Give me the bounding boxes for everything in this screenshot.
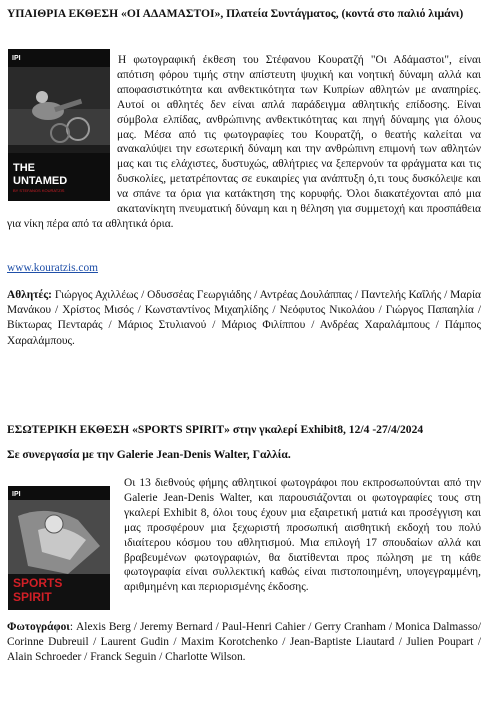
- section2-paragraph: Οι 13 διεθνούς φήμης αθλητικοί φωτογράφοι που εκπροσωπούνται από την Galerie Jean-Denis Walter, και παρουσιάζονται οι φωτογραφίες τους στη γκαλερί Exhibit 8, όλοι τους έχουν μια εξαιρετική ματιά και προσέγγιση και μας προσφέρουν μια ξεχωριστή προσωπική αισθητική εκδοχή του πολύ ιδιαίτερου κόσμου του αθλητισμού. Μια επιλογή 17 σπουδαίων αλλά και βραβευμένων φωτογραφιών, θα διατίθενται προς πώληση με τη κάθε φωτογραφία είναι συλλεκτική καθώς είναι πιστοποιημένη, υπογεγραμμένη, αριθμημένη και περιορισμένης έκδοσης.: [124, 477, 481, 594]
- photographers-list: : Alexis Berg / Jeremy Bernard / Paul-Henri Cahier / Gerry Cranham / Monica Dalmasso/ Corinne Dubreuil / Laurent Gudin / Maxim Korotchenko / Jean-Baptiste Liautard / Julien Poupart / Alain Schroeder / Franck Seguin / Charlotte Wilson.: [7, 621, 481, 664]
- section1-credits: [7, 288, 481, 349]
- section2-text-block: [7, 476, 481, 616]
- section1-paragraph: Η φωτογραφική έκθεση του Στέφανου Κουρατζή "Οι Αδάμαστοι", είναι απότιση φόρου τιμής στην απίστευτη ψυχική και νοητική δύναμη αλλά και αποφασιστικότητα και ανθεκτικότητα των Κυπρίων αθλητών με αναπηρίες. Αυτοί οι αθλητές δεν είναι απλά παράδειγμα αθλητικής επίδοσης. Είναι σύμβολα ελπίδας, ανθρώπινης ανθεκτικότητας και πηγή δύναμης για όλους μας. Μέσα από τις φωτογραφίες του Κουρατζή, ο θεατής καλείται να ανακαλύψει την εσωτερική δύναμη και την ανθρώπινη επιμονή των αθλητών μας και τις ελάχιστες, δυστυχώς, αθλήτριες να ξεπερνούν τα φράγματα και τις δυσκολίες, μετατρέποντας σε ευκαιρίες για ανάπτυξη ό,τι τους δυσκόλεψε και να σπάνε τα όρια για κατάκτηση της κορυφής. Όλοι διακατέχονται από μια ακατανίκητη πνευματική δύναμη και η θέληση για συμμετοχή και προσπάθεια για νίκη πέρα από τα αθλητικά όρια.: [7, 54, 481, 230]
- untamed-poster-logo: ΙΡΙ: [12, 55, 21, 62]
- section1-text-block: [7, 53, 481, 232]
- untamed-poster-title-1: THE: [13, 162, 35, 174]
- untamed-poster-title-2: UNTAMED: [13, 175, 68, 187]
- section2-subheading: Σε συνεργασία με την Galerie Jean-Denis Walter, Γαλλία.: [7, 448, 291, 461]
- athletes-list: Γιώργος Αχιλλέως / Οδυσσέας Γεωργιάδης / Αντρέας Δουλάππας / Παντελής Καΐλής / Μαρία Μανάκου / Χρίστος Μισός / Κωνσταντίνος Μιχαηλίδης / Νεόφυτος Νικολάου / Γιώργος Παπαηλία / Βίκτωρας Πενταράς / Μάριος Στυλιανού / Μάριος Φιλίππου / Ανδρέας Χαραλάμπους / Πάμπος Χαραλάμπους.: [7, 289, 481, 347]
- section1-heading: ΥΠΑΙΘΡΙΑ ΕΚΘΕΣΗ «ΟΙ ΑΔΑΜΑΣΤΟΙ», Πλατεία Συντάγματος, (κοντά στο παλιό λιμάνι): [7, 7, 464, 20]
- sports-spirit-poster-title-2: SPIRIT: [13, 590, 52, 604]
- sports-spirit-poster-title-1: SPORTS: [13, 576, 63, 590]
- athletes-label: Αθλητές:: [7, 289, 52, 301]
- section2-heading: ΕΣΩΤΕΡΙΚΗ ΕΚΘΕΣΗ «SPORTS SPIRIT» στην γκαλερί Exhibit8, 12/4 -27/4/2024: [7, 423, 424, 436]
- photographers-label: Φωτογράφοι: [7, 621, 70, 633]
- untamed-poster-subtitle: BY STEFANOS KOURATZIS: [13, 188, 65, 193]
- section2-credits: [7, 620, 481, 666]
- kouratzis-link[interactable]: www.kouratzis.com: [7, 262, 98, 274]
- sports-spirit-poster-logo: ΙΡΙ: [12, 491, 21, 498]
